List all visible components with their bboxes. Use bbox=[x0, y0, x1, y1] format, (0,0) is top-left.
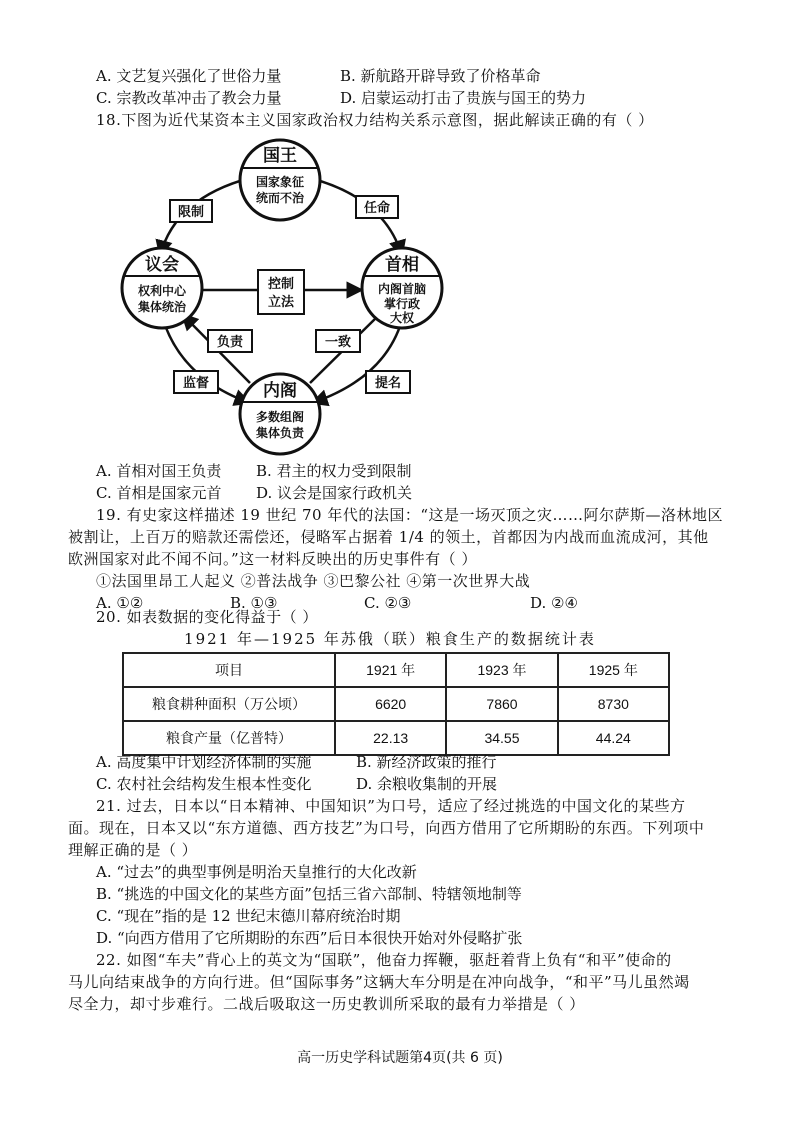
label-control-legislate bbox=[258, 270, 304, 314]
q20-option-b: B. 新经济政策的推行 bbox=[356, 753, 497, 771]
q17-option-d: D. 启蒙运动打击了贵族与国王的势力 bbox=[340, 89, 587, 107]
svg-text:负责: 负责 bbox=[216, 335, 244, 350]
table-header: 1923 年 bbox=[446, 653, 557, 687]
table-header: 1921 年 bbox=[335, 653, 446, 687]
table-cell: 粮食产量（亿普特） bbox=[123, 721, 335, 755]
pm-title: 首相 bbox=[385, 255, 419, 275]
q22-line1: 22. 如图“车夫”背心上的英文为“国联”，他奋力挥鞭，驱赶着背上负有“和平”使命的 bbox=[96, 951, 672, 969]
parliament-title: 议会 bbox=[145, 255, 179, 275]
table-header-row bbox=[123, 653, 669, 687]
label-consistent bbox=[316, 330, 360, 352]
q21-option-a: A. “过去”的典型事例是明治天皇推行的大化改新 bbox=[96, 863, 417, 881]
q18-option-a: A. 首相对国王负责 bbox=[96, 462, 222, 480]
table-cell: 44.24 bbox=[558, 721, 669, 755]
table-header: 1925 年 bbox=[558, 653, 669, 687]
q19-items: ①法国里昂工人起义 ②普法战争 ③巴黎公社 ④第一次世界大战 bbox=[96, 572, 531, 590]
pm-line1: 内阁首脑 bbox=[377, 282, 427, 296]
q20-option-d: D. 余粮收集制的开展 bbox=[356, 775, 498, 793]
table-cell: 粮食耕种面积（万公顷） bbox=[123, 687, 335, 721]
q19-line3: 欧洲国家对此不闻不问。”这一材料反映出的历史事件有（ ） bbox=[68, 550, 477, 568]
svg-text:控制: 控制 bbox=[267, 277, 295, 292]
q19-option-d: D. ②④ bbox=[530, 594, 578, 612]
label-nominate bbox=[366, 371, 410, 393]
svg-text:监督: 监督 bbox=[182, 376, 210, 391]
label-appoint bbox=[356, 196, 398, 218]
label-responsible bbox=[208, 330, 252, 352]
pm-line3: 大权 bbox=[389, 311, 415, 325]
q17-option-a: A. 文艺复兴强化了世俗力量 bbox=[96, 67, 282, 85]
table-cell: 34.55 bbox=[446, 721, 557, 755]
svg-text:提名: 提名 bbox=[374, 376, 402, 391]
table-cell: 7860 bbox=[446, 687, 557, 721]
table-row bbox=[123, 721, 669, 755]
q22-line2: 马儿向结束战争的方向行进。但“国际事务”这辆大车分明是在冲向战争，“和平”马儿虽然竭 bbox=[68, 973, 690, 991]
power-structure-diagram bbox=[110, 138, 450, 468]
cabinet-title: 内阁 bbox=[263, 381, 297, 401]
cabinet-line2: 集体负责 bbox=[255, 426, 305, 440]
king-line1: 国家象征 bbox=[255, 175, 305, 189]
q20-option-a: A. 高度集中计划经济体制的实施 bbox=[96, 753, 312, 771]
q18-stem: 18.下图为近代某资本主义国家政治权力结构关系示意图，据此解读正确的有（ ） bbox=[96, 111, 654, 129]
cabinet-line1: 多数组阁 bbox=[255, 410, 305, 424]
pm-line2: 掌行政 bbox=[383, 297, 421, 311]
q22-line3: 尽全力，却寸步难行。二战后吸取这一历史教训所采取的最有力举措是（ ） bbox=[68, 995, 585, 1013]
q20-option-c: C. 农村社会结构发生根本性变化 bbox=[96, 775, 312, 793]
page-footer: 高一历史学科试题第4页(共 6 页) bbox=[297, 1050, 503, 1066]
node-king bbox=[240, 140, 320, 220]
node-parliament bbox=[122, 248, 202, 328]
table-cell: 6620 bbox=[335, 687, 446, 721]
q18-option-c: C. 首相是国家元首 bbox=[96, 484, 222, 502]
q21-option-c: C. “现在”指的是 12 世纪末德川幕府统治时期 bbox=[96, 907, 401, 925]
q21-line3: 理解正确的是（ ） bbox=[68, 841, 198, 859]
q19-option-c: C. ②③ bbox=[364, 594, 412, 612]
king-title: 国王 bbox=[263, 146, 297, 166]
grain-data-table bbox=[122, 652, 670, 756]
q18-option-d: D. 议会是国家行政机关 bbox=[256, 484, 413, 502]
table-row bbox=[123, 687, 669, 721]
q17-option-b: B. 新航路开辟导致了价格革命 bbox=[340, 67, 541, 85]
label-limit bbox=[170, 200, 212, 222]
q21-option-b: B. “挑选的中国文化的某些方面”包括三省六部制、特辖领地制等 bbox=[96, 885, 522, 903]
parliament-line1: 权利中心 bbox=[137, 284, 187, 298]
label-supervise bbox=[174, 371, 218, 393]
q20-stem: 20. 如表数据的变化得益于（ ） bbox=[96, 608, 318, 626]
king-line2: 统而不治 bbox=[255, 191, 305, 205]
svg-text:任命: 任命 bbox=[363, 201, 391, 216]
q21-line1: 21. 过去，日本以“日本精神、中国知识”为口号，适应了经过挑选的中国文化的某些方 bbox=[96, 797, 686, 815]
q18-option-b: B. 君主的权力受到限制 bbox=[256, 462, 412, 480]
node-prime-minister bbox=[362, 248, 442, 328]
q19-option-a: A. ①② bbox=[96, 594, 144, 612]
q19-option-b: B. ①③ bbox=[230, 594, 278, 612]
table-cell: 22.13 bbox=[335, 721, 446, 755]
q19-line2: 被割让，上百万的赔款还需偿还，侵略军占据着 1/4 的领土，首都因为内战而血流成河，其他 bbox=[68, 528, 709, 546]
svg-text:立法: 立法 bbox=[267, 295, 295, 310]
q20-table-title: 1921 年—1925 年苏俄（联）粮食生产的数据统计表 bbox=[184, 630, 596, 648]
table-cell: 8730 bbox=[558, 687, 669, 721]
q19-line1: 19. 有史家这样描述 19 世纪 70 年代的法国：“这是一场灭顶之灾……阿尔萨斯—洛林地区 bbox=[96, 506, 724, 524]
q21-line2: 面。现在，日本又以“东方道德、西方技艺”为口号，向西方借用了它所期盼的东西。下列项中 bbox=[68, 819, 705, 837]
table-header: 项目 bbox=[123, 653, 335, 687]
svg-text:限制: 限制 bbox=[177, 205, 205, 220]
svg-text:一致: 一致 bbox=[324, 335, 352, 350]
q21-option-d: D. “向西方借用了它所期盼的东西”后日本很快开始对外侵略扩张 bbox=[96, 929, 523, 947]
q17-option-c: C. 宗教改革冲击了教会力量 bbox=[96, 89, 282, 107]
node-cabinet bbox=[240, 374, 320, 454]
parliament-line2: 集体统治 bbox=[137, 300, 187, 314]
